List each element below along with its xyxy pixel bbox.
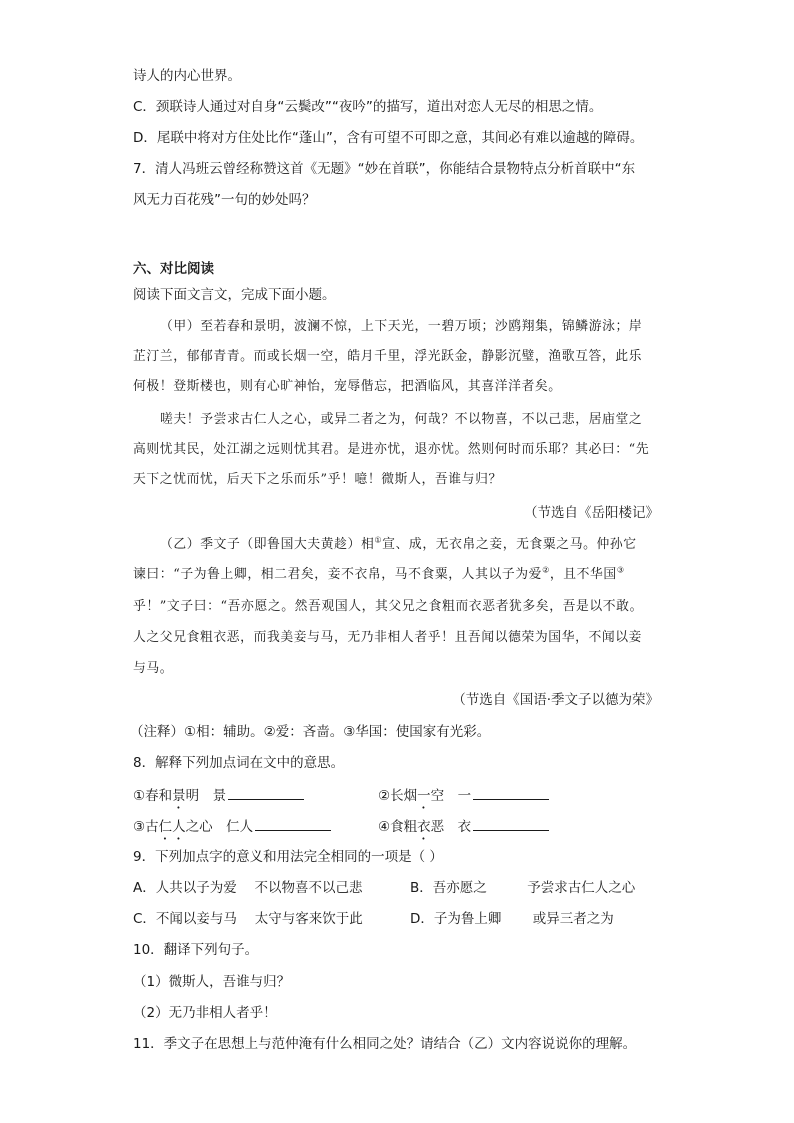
passage-jia-line: （甲）至若春和景明，波澜不惊，上下天光，一碧万顷；沙鸥翔集，锦鳞游泳；岸 <box>160 319 643 334</box>
q9-option-c[interactable] <box>133 909 363 929</box>
q8-item-1 <box>133 785 304 812</box>
passage-yi-line: 与马。 <box>133 661 174 676</box>
passage-yi-line <box>133 565 625 585</box>
q10-item-1: （1）微斯人，吾谁与归？ <box>133 974 291 990</box>
q9-option-text: A．人共以子为爱 <box>133 880 237 896</box>
q8-phrase: 空 <box>430 788 445 804</box>
note-marker: ① <box>374 535 383 545</box>
q8-phrase: ③古 <box>133 819 159 835</box>
passage-jia-line: 芷汀兰，郁郁青青。而或长烟一空，皓月千里，浮光跃金，静影沉璧，渔歌互答，此乐 <box>133 349 643 364</box>
q11-stem: 11．季文子在思想上与范仲淹有什么相同之处？请结合（乙）文内容说说你的理解。 <box>133 1036 637 1052</box>
answer-blank[interactable] <box>228 785 304 800</box>
q8-phrase: 恶 <box>430 819 445 835</box>
q7-line1: 7．清人冯班云曾经称赞这首《无题》“妙在首联”，你能结合景物特点分析首联中“东 <box>133 161 636 177</box>
q9-option-b[interactable] <box>410 878 635 898</box>
section6-title: 六、对比阅读 <box>133 261 214 277</box>
q8-phrase: ④食粗 <box>378 819 418 835</box>
note-marker: ③ <box>616 565 625 575</box>
q10-item-2: （2）无乃非相人者乎！ <box>133 1005 277 1021</box>
q6-tail: 诗人的内心世界。 <box>133 68 241 84</box>
q9-option-text: C．不闻以妾与马 <box>133 911 237 927</box>
q9-option-text: 太守与客来饮于此 <box>254 911 363 927</box>
q8-phrase: ①春和 <box>133 788 173 804</box>
q8-dotted-word: 仁人 <box>158 819 186 835</box>
q10-stem: 10．翻译下列句子。 <box>133 942 259 958</box>
q8-phrase: 明 <box>185 788 200 804</box>
passage-yi-text: 宣、成，无衣帛之妾，无食粟之马。仲孙它 <box>382 537 637 552</box>
q8-stem: 8．解释下列加点词在文中的意思。 <box>133 755 345 771</box>
q9-option-a[interactable] <box>133 878 363 898</box>
q8-dotted-word: 一 <box>417 788 431 804</box>
passage-yi-text: ，且不华国 <box>549 567 617 582</box>
answer-blank[interactable] <box>473 785 549 800</box>
passage-jia-line: 嗟夫！予尝求古仁人之心，或异二者之为，何哉？不以物喜，不以己悲，居庙堂之 <box>160 412 643 427</box>
q8-target-word: 景 <box>212 788 227 804</box>
passage-jia-line: 高则忧其民，处江湖之远则忧其君。是进亦忧，退亦忧。然则何时而乐耶？其必曰：“先 <box>133 442 650 457</box>
note-marker: ② <box>542 565 550 575</box>
answer-blank[interactable] <box>255 816 331 831</box>
passage-yi-source: （节选自《国语·季文子以德为荣》 <box>452 692 659 708</box>
passage-yi-text: 谏曰：“子为鲁上卿，相二君矣，妾不衣帛，马不食粟，人其以子为爱 <box>133 567 543 582</box>
passage-jia-source: （节选自《岳阳楼记》 <box>524 505 659 521</box>
passage-yi-text: （乙）季文子（即鲁国大夫黄趁）相 <box>160 537 375 552</box>
q9-option-text: B．吾亦愿之 <box>410 880 487 896</box>
q8-item-3 <box>133 816 331 843</box>
q9-option-text: 或异三者之为 <box>532 911 614 927</box>
section6-instruction: 阅读下面文言文，完成下面小题。 <box>133 287 336 303</box>
q8-item-2 <box>378 785 549 812</box>
passage-yi-line <box>160 535 637 555</box>
q8-target-word: 仁人 <box>226 819 254 835</box>
answer-blank[interactable] <box>473 816 549 831</box>
passage-yi-line: 人之父兄食粗衣恶，而我美妾与马，无乃非相人者乎！且吾闻以德荣为国华，不闻以妾 <box>133 630 643 645</box>
passage-jia-line: 天下之忧而忧，后天下之乐而乐”乎！噫！微斯人，吾谁与归？ <box>133 472 502 487</box>
q9-stem: 9．下列加点字的意义和用法完全相同的一项是（ ） <box>133 849 443 865</box>
q9-option-text: 予尝求古仁人之心 <box>527 880 636 896</box>
annotation-notes: （注释）①相：辅助。②爱：吝啬。③华国：使国家有光彩。 <box>130 724 491 740</box>
q6-option-c: C．颈联诗人通过对自身“云鬓改”“夜吟”的描写，道出对恋人无尽的相思之情。 <box>133 99 603 115</box>
q9-option-d[interactable] <box>410 909 614 929</box>
q8-target-word: 衣 <box>457 819 472 835</box>
q7-line2: 风无力百花残”一句的妙处吗？ <box>133 192 316 208</box>
q8-phrase: ②长烟 <box>378 788 418 804</box>
q9-option-text: D．子为鲁上卿 <box>410 911 502 927</box>
q8-item-4 <box>378 816 549 843</box>
q9-option-text: 不以物喜不以己悲 <box>254 880 363 896</box>
q8-dotted-word: 衣 <box>417 819 431 835</box>
passage-jia-line: 何极！登斯楼也，则有心旷神怡，宠辱偕忘，把酒临风，其喜洋洋者矣。 <box>133 379 562 394</box>
q8-phrase: 之心 <box>185 819 213 835</box>
q8-target-word: 一 <box>457 788 472 804</box>
q8-dotted-word: 景 <box>172 788 186 804</box>
q6-option-d: D．尾联中将对方住处比作“蓬山”，含有可望不可即之意，其间必有难以逾越的障碍。 <box>133 130 644 146</box>
passage-yi-line: 乎！”文子曰：“吾亦愿之。然吾观国人，其父兄之食粗而衣恶者犹多矣，吾是以不敢。 <box>133 599 643 614</box>
